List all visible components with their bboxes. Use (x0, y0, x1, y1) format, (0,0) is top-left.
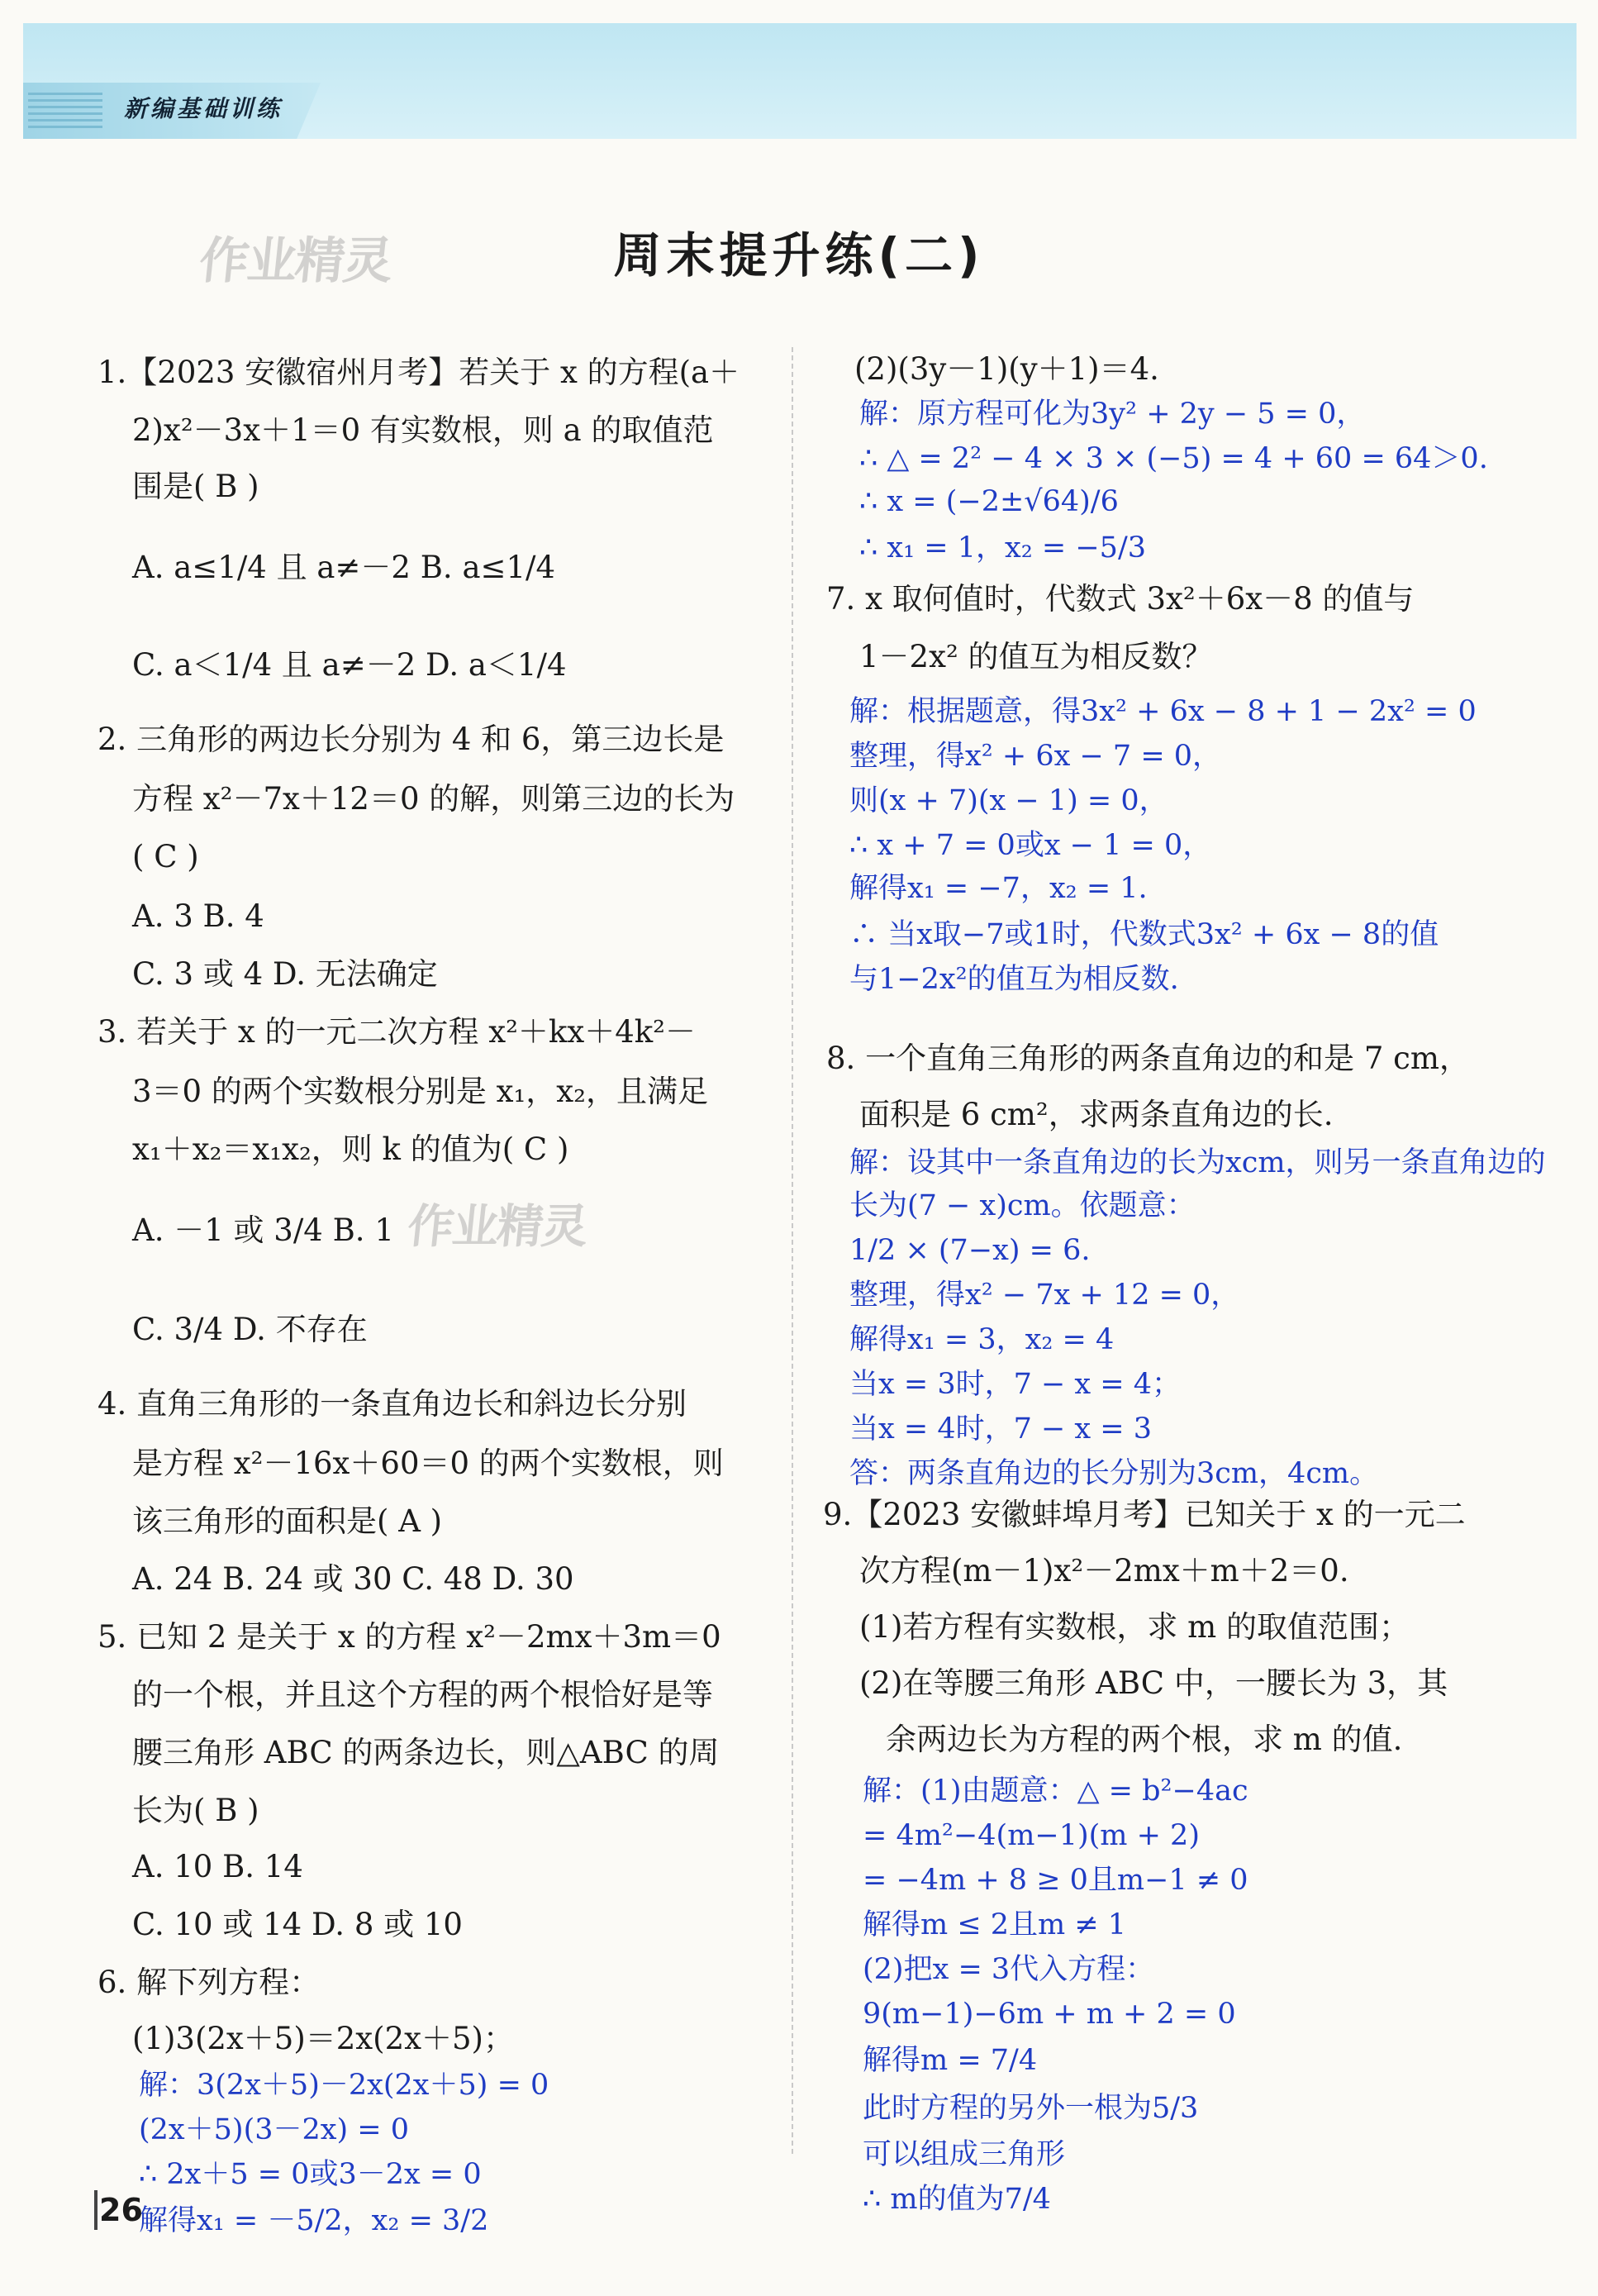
solution-line: = 4m²−4(m−1)(m + 2) (863, 1819, 1200, 1852)
page-title: 周末提升练(二) (613, 227, 985, 283)
question-line-q7: 7. x 取何值时，代数式 3x²＋6x－8 的值与 (826, 581, 1415, 617)
question-line-q2b: 方程 x²－7x＋12＝0 的解，则第三边的长为 (132, 781, 735, 817)
question-line-q2d: A. 3 B. 4 (132, 898, 264, 934)
solution-line: 解：3(2x＋5)－2x(2x＋5) = 0 (139, 2069, 549, 2102)
solution-line: 当x = 3时，7 − x = 4； (849, 1368, 1182, 1401)
series-name: 新编基础训练 (124, 95, 283, 122)
question-line-q3b: 3＝0 的两个实数根分别是 x₁，x₂，且满足 (132, 1074, 709, 1109)
question-line-q8: 面积是 6 cm²，求两条直角边的长. (859, 1097, 1334, 1132)
question-line-q8: 8. 一个直角三角形的两条直角边的和是 7 cm， (826, 1041, 1470, 1076)
solution-line: 整理，得x² − 7x + 12 = 0， (849, 1279, 1240, 1312)
question-line-q3e: C. 3/4 D. 不存在 (132, 1312, 368, 1347)
solution-line: 1/2 × (7−x) = 6. (849, 1234, 1091, 1267)
question-line-q1d: A. a≤1/4 且 a≠－2 B. a≤1/4 (132, 550, 556, 585)
question-line-q1b: 2)x²－3x＋1＝0 有实数根，则 a 的取值范 (132, 412, 714, 448)
page-number: 26 (99, 2192, 143, 2228)
header-decoration (28, 93, 102, 129)
question-line-q4b: 是方程 x²－16x＋60＝0 的两个实数根，则 (132, 1446, 724, 1481)
solution-line: 答：两条直角边的长分别为3cm，4cm。 (849, 1457, 1379, 1490)
solution-line: 当x = 4时，7 − x = 3 (849, 1412, 1153, 1446)
solution-line: 9(m−1)−6m + m + 2 = 0 (863, 1998, 1236, 2031)
solution-line: 此时方程的另外一根为5/3 (863, 2092, 1199, 2125)
question-line-q5c: 腰三角形 ABC 的两条边长，则△ABC 的周 (132, 1735, 720, 1770)
solution-line: ∴ △ = 2² − 4 × 3 × (−5) = 4 + 60 = 64＞0. (859, 442, 1488, 475)
question-line-q3d: A. －1 或 3/4 B. 1 (132, 1212, 394, 1248)
solution-line: 解得x₁ = −7，x₂ = 1. (849, 872, 1148, 905)
question-line-q9: 余两边长为方程的两个根，求 m 的值. (886, 1722, 1403, 1757)
question-line-q2a: 2. 三角形的两边长分别为 4 和 6，第三边长是 (97, 722, 725, 757)
page-number-bar (94, 2190, 97, 2230)
solution-line: 解得m = 7/4 (863, 2044, 1038, 2077)
solution-line: ∴ m的值为7/4 (863, 2183, 1051, 2216)
solution-line: = −4m + 8 ≥ 0且m−1 ≠ 0 (863, 1864, 1248, 1897)
solution-line: 解：原方程可化为3y² + 2y − 5 = 0， (859, 398, 1366, 431)
watermark: 作业精灵 (196, 232, 395, 290)
solution-line: ∴ x₁ = 1，x₂ = −5/3 (859, 531, 1147, 564)
question-line-q5e: A. 10 B. 14 (132, 1849, 303, 1884)
solution-line: 则(x + 7)(x − 1) = 0， (849, 784, 1168, 817)
question-line-q5d: 长为( B ) (132, 1793, 259, 1828)
column-divider (792, 347, 793, 2157)
solution-line: ∴ x + 7 = 0或x − 1 = 0， (849, 829, 1212, 862)
solution-line: ∴ x = (−2±√64)/6 (859, 485, 1119, 518)
solution-line: 解得x₁ = －5/2，x₂ = 3/2 (139, 2204, 489, 2237)
question-line-q6-2: (2)(3y－1)(y＋1)＝4. (854, 351, 1159, 387)
question-line-q3a: 3. 若关于 x 的一元二次方程 x²＋kx＋4k²－ (97, 1014, 696, 1050)
question-line-q9: 次方程(m－1)x²－2mx＋m＋2＝0. (859, 1553, 1349, 1589)
solution-line: ∴ 当x取−7或1时，代数式3x² + 6x − 8的值 (849, 918, 1439, 951)
question-line-q5a: 5. 已知 2 是关于 x 的方程 x²－2mx＋3m＝0 (97, 1619, 721, 1655)
solution-line: 解得m ≤ 2且m ≠ 1 (863, 1908, 1127, 1941)
question-line-q6a: 6. 解下列方程： (97, 1965, 321, 2000)
question-line-q4a: 4. 直角三角形的一条直角边长和斜边长分别 (97, 1386, 687, 1422)
question-line-q1e: C. a＜1/4 且 a≠－2 D. a＜1/4 (132, 647, 567, 683)
solution-line: 长为(7 − x)cm。依题意： (849, 1189, 1196, 1222)
question-line-q9: (2)在等腰三角形 ABC 中，一腰长为 3，其 (859, 1665, 1448, 1701)
question-line-q9: 9.【2023 安徽蚌埠月考】已知关于 x 的一元二 (823, 1497, 1466, 1532)
watermark: 作业精灵 (405, 1200, 589, 1254)
solution-line: ∴ 2x＋5 = 0或3－2x = 0 (139, 2158, 482, 2191)
question-line-q3c: x₁＋x₂＝x₁x₂，则 k 的值为( C ) (132, 1131, 569, 1167)
solution-line: 解：根据题意，得3x² + 6x − 8 + 1 − 2x² = 0 (849, 695, 1477, 728)
question-line-q5f: C. 10 或 14 D. 8 或 10 (132, 1907, 463, 1942)
question-line-q2e: C. 3 或 4 D. 无法确定 (132, 956, 438, 992)
question-line-q1c: 围是( B ) (132, 469, 259, 504)
solution-line: 整理，得x² + 6x − 7 = 0， (849, 740, 1222, 773)
question-line-q5b: 的一个根，并且这个方程的两个根恰好是等 (132, 1677, 713, 1712)
solution-line: 解：(1)由题意：△ = b²−4ac (863, 1774, 1248, 1808)
solution-line: 解：设其中一条直角边的长为xcm，则另一条直角边的 (849, 1146, 1546, 1179)
solution-line: 解得x₁ = 3，x₂ = 4 (849, 1323, 1115, 1356)
question-line-q6b: (1)3(2x＋5)＝2x(2x＋5)； (132, 2021, 514, 2056)
question-line-q1a: 1.【2023 安徽宿州月考】若关于 x 的方程(a＋ (97, 355, 740, 390)
solution-line: (2x＋5)(3－2x) = 0 (139, 2113, 410, 2146)
question-line-q4d: A. 24 B. 24 或 30 C. 48 D. 30 (132, 1561, 574, 1597)
question-line-q4c: 该三角形的面积是( A ) (132, 1503, 443, 1539)
solution-line: 与1−2x²的值互为相反数. (849, 963, 1179, 996)
solution-line: 可以组成三角形 (863, 2138, 1066, 2171)
question-line-q9: (1)若方程有实数根，求 m 的取值范围； (859, 1609, 1410, 1645)
question-line-q2c: ( C ) (132, 839, 199, 874)
question-line-q7: 1－2x² 的值互为相反数？ (859, 639, 1213, 674)
solution-line: (2)把x = 3代入方程： (863, 1953, 1155, 1986)
